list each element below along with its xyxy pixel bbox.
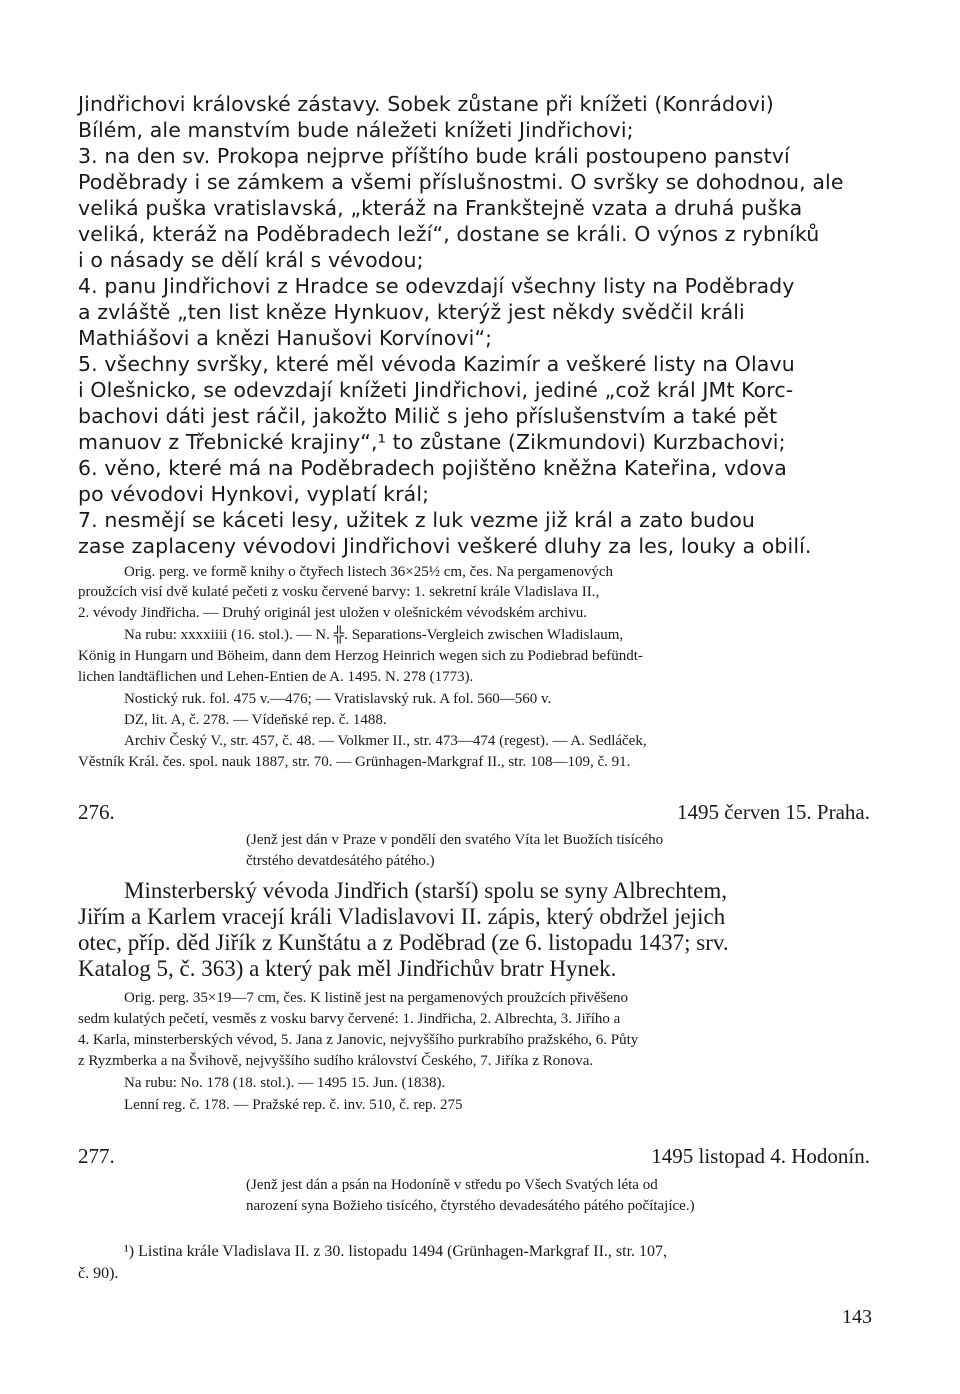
- body-line: bachovi dáti jest ráčil, jakožto Milič s jeho příslušenstvím a také pět: [78, 404, 778, 428]
- note-line: lichen landtäflichen und Lehen-Entien de A. 1495. N. 278 (1773).: [78, 669, 474, 685]
- body-line: veliká puška vratislavská, „kteráž na Frankštejně vzata a druhá puška: [78, 196, 803, 220]
- note-line: Archiv Český V., str. 457, č. 48. — Volkmer II., str. 473—474 (regest). — A. Sedláček,: [124, 733, 647, 749]
- note-line: Na rubu: No. 178 (18. stol.). — 1495 15. Jun. (1838).: [124, 1075, 446, 1091]
- note-line: sedm kulatých pečetí, vesměs z vosku barvy červené: 1. Jindřicha, 2. Albrechta, 3. Jiřího a: [78, 1011, 621, 1027]
- body-line: Mathiášovi a knězi Hanušovi Korvínovi“;: [78, 326, 493, 350]
- body-line: Jindřichovi královské zástavy. Sobek zůstane při knížeti (Konrádovi): [78, 92, 774, 116]
- note-line: 4. Karla, minsterberských vévod, 5. Jana z Janovic, nejvyššího purkrabího pražského, 6. Půty: [78, 1032, 639, 1048]
- dating-line: čtrstého devatdesátého pátého.): [246, 853, 435, 869]
- body-line: Poděbrady i se zámkem a všemi příslušnostmi. O svršky se dohodnou, ale: [78, 170, 844, 194]
- body-line: 5. všechny svršky, které měl vévoda Kazimír a veškeré listy na Olavu: [78, 352, 795, 376]
- note-line: Věstník Král. čes. spol. nauk 1887, str. 70. — Grünhagen-Markgraf II., str. 108—109, č. 91.: [78, 754, 631, 770]
- dating-line: narození syna Božieho tisícého, čtyrstého devadesátého pátého počítajíce.): [246, 1198, 695, 1214]
- body-line: manuov z Třebnické krajiny“,¹ to zůstane (Zikmundovi) Kurzbachovi;: [78, 430, 786, 454]
- note-line: Lenní reg. č. 178. — Pražské rep. č. inv. 510, č. rep. 275: [124, 1097, 463, 1113]
- document-date: 1495 listopad 4. Hodonín.: [651, 1144, 870, 1168]
- regest-line: otec, příp. děd Jiřík z Kunštátu a z Poděbrad (ze 6. listopadu 1437; srv.: [78, 930, 729, 955]
- body-line: 7. nesmějí se káceti lesy, užitek z luk vezme již král a zato budou: [78, 508, 755, 532]
- dating-line: (Jenž jest dán v Praze v pondělí den svatého Víta let Buožích tisícého: [246, 832, 664, 848]
- body-line: a zvláště „ten list kněze Hynkuov, kterýž jest někdy svědčil králi: [78, 300, 745, 324]
- footnote-line: ¹) Listina krále Vladislava II. z 30. listopadu 1494 (Grünhagen-Markgraf II., str. 107,: [124, 1243, 668, 1260]
- body-line: Bílém, ale manstvím bude náležeti knížeti Jindřichovi;: [78, 118, 634, 142]
- note-line: Orig. perg. ve formě knihy o čtyřech listech 36×25½ cm, čes. Na pergamenových: [124, 564, 614, 580]
- document-number: 277.: [78, 1144, 115, 1168]
- note-line: DZ, lit. A, č. 278. — Vídeňské rep. č. 1488.: [124, 712, 387, 728]
- body-line: 3. na den sv. Prokopa nejprve příštího bude králi postoupeno panství: [78, 144, 790, 168]
- body-line: po vévodovi Hynkovi, vyplatí král;: [78, 482, 430, 506]
- dating-line: (Jenž jest dán a psán na Hodoníně v středu po Všech Svatých léta od: [246, 1177, 658, 1193]
- note-line: Orig. perg. 35×19—7 cm, čes. K listině jest na pergamenových proužcích přivěšeno: [124, 990, 629, 1006]
- body-line: zase zaplaceny vévodovi Jindřichovi veškeré dluhy za les, louky a obilí.: [78, 534, 812, 558]
- body-line: i Olešnicko, se odevzdají knížeti Jindřichovi, jediné „což král JMt Korc-: [78, 378, 794, 402]
- document-number: 276.: [78, 800, 115, 824]
- page-number: 143: [842, 1306, 872, 1328]
- note-line: Na rubu: xxxxiiii (16. stol.). — N. ╬. Separations-Vergleich zwischen Wladislaum,: [124, 627, 624, 643]
- note-line: Nostický ruk. fol. 475 v.—476; — Vratislavský ruk. A fol. 560—560 v.: [124, 691, 552, 707]
- body-line: i o násady se dělí král s vévodou;: [78, 248, 424, 272]
- body-line: 4. panu Jindřichovi z Hradce se odevzdají všechny listy na Poděbrady: [78, 274, 795, 298]
- regest-line: Jiřím a Karlem vracejí králi Vladislavovi II. zápis, který obdržel jejich: [78, 904, 726, 929]
- note-line: z Ryzmberka a na Švihově, nejvyššího sudího království Českého, 7. Jiříka z Ronova.: [78, 1053, 594, 1069]
- note-line: 2. vévody Jindřicha. — Druhý originál jest uložen v olešnickém vévodském archivu.: [78, 605, 588, 621]
- note-line: proužcích visí dvě kulaté pečeti z vosku červené barvy: 1. sekretní krále Vladislava II.,: [78, 584, 600, 600]
- note-line: König in Hungarn und Böheim, dann dem Herzog Heinrich wegen sich zu Podiebrad befündt-: [78, 648, 643, 664]
- body-line: 6. věno, které má na Poděbradech pojištěno kněžna Kateřina, vdova: [78, 456, 787, 480]
- regest-line: Katalog 5, č. 363) a který pak měl Jindřichův bratr Hynek.: [78, 956, 617, 981]
- document-date: 1495 červen 15. Praha.: [676, 800, 870, 824]
- regest-line: Minsterberský vévoda Jindřich (starší) spolu se syny Albrechtem,: [124, 878, 727, 903]
- footnote-line: č. 90).: [78, 1265, 119, 1282]
- body-line: veliká, kteráž na Poděbradech leží“, dostane se králi. O výnos z rybníků: [78, 222, 820, 246]
